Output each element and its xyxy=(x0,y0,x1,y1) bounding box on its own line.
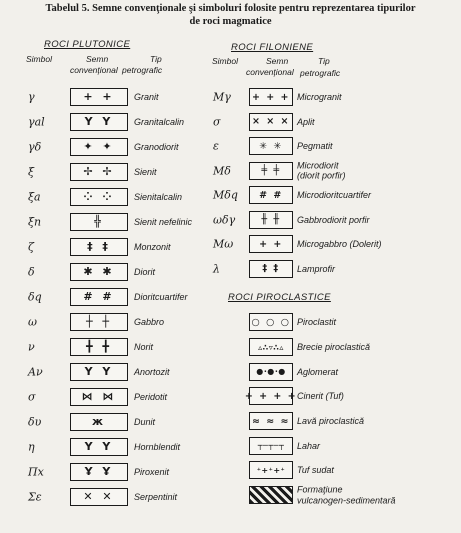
conventional-sign: ⋈ ⋈ xyxy=(70,388,128,406)
rock-name: Sienit xyxy=(134,166,157,177)
rock-name: Dioritcuartifer xyxy=(134,291,188,302)
section-header-filoniene: ROCI FILONIENE xyxy=(231,42,314,53)
conventional-sign: + + + xyxy=(249,88,293,106)
conventional-sign: ╬ xyxy=(70,213,128,231)
rock-symbol: Mδ xyxy=(213,164,231,178)
conventional-sign: Ұ Ұ xyxy=(70,463,128,481)
table-title-line2: de roci magmatice xyxy=(189,16,272,27)
rock-name-note: vulcanogen-sedimentară xyxy=(297,495,396,506)
diagonal-hatching-pattern-icon xyxy=(249,486,293,504)
conventional-sign: ▵∴▿∴▵ xyxy=(249,338,293,356)
rock-name: Monzonit xyxy=(134,241,171,252)
column-header-type-2: petrografic xyxy=(300,68,341,78)
conventional-sign: ж xyxy=(70,413,128,431)
conventional-sign: ≈ ≈ ≈ xyxy=(249,412,293,430)
conventional-sign: ╪ ╪ xyxy=(249,162,293,180)
conventional-sign: ╫ ╫ xyxy=(249,211,293,229)
rock-symbol: ξa xyxy=(28,190,41,203)
rock-symbol: ξ xyxy=(28,165,35,178)
rock-symbol: ν xyxy=(28,340,35,353)
conventional-sign: × × × xyxy=(249,113,293,131)
section-header-plutonice: ROCI PLUTONICE xyxy=(44,39,131,50)
rock-name: Diorit xyxy=(134,266,156,277)
rock-symbol: ξn xyxy=(28,215,42,228)
conventional-sign: Y Y xyxy=(70,363,128,381)
rock-name: Anortozit xyxy=(134,366,170,377)
rock-symbol: γδ xyxy=(28,140,42,153)
filoniene-rows xyxy=(0,85,461,281)
rock-symbol: δυ xyxy=(28,415,42,428)
rock-name: Microdioritcuartifer xyxy=(297,190,372,200)
rock-name: Tuf sudat xyxy=(297,465,334,476)
column-header-sign-2: convenţional xyxy=(246,67,294,77)
rock-symbol: ε xyxy=(213,139,219,153)
rock-symbol: δq xyxy=(28,290,42,303)
rock-symbol: σ xyxy=(213,115,221,129)
rock-name: Piroclastit xyxy=(297,317,337,328)
rock-symbol: σ xyxy=(28,390,36,403)
rock-name-note: (diorit porfir) xyxy=(297,170,346,181)
rock-name: Gabbrodiorit porfir xyxy=(297,214,370,225)
conventional-sign: ✳ ✳ xyxy=(249,137,293,155)
rock-name: Gabbro xyxy=(134,316,165,327)
rock-name: Lamprofir xyxy=(297,263,336,274)
rock-name: Piroxenit xyxy=(134,466,170,477)
table-row xyxy=(0,409,461,434)
rock-name: Granitalcalin xyxy=(134,116,185,127)
table-row xyxy=(0,483,461,508)
table-row xyxy=(0,458,461,483)
column-header-type-2: petrografic xyxy=(122,65,163,75)
table-row xyxy=(0,85,461,110)
conventional-sign: # # xyxy=(249,186,293,204)
conventional-sign: ⁘ ⁘ xyxy=(70,188,128,206)
conventional-sign: Y Y xyxy=(70,113,128,131)
rock-symbol: Aν xyxy=(28,365,43,378)
conventional-sign: ●∙●∙● xyxy=(249,363,293,381)
rock-name: Brecie piroclastică xyxy=(297,341,371,352)
rock-name: Microdiorit xyxy=(297,160,339,171)
table-row xyxy=(0,183,461,208)
conventional-sign: + + xyxy=(70,88,128,106)
table-row xyxy=(0,335,461,360)
conventional-sign: # # xyxy=(70,288,128,306)
rock-name: Peridotit xyxy=(134,391,168,402)
rock-name: Microgranit xyxy=(297,92,342,102)
rock-name: Granit xyxy=(134,91,159,102)
conventional-sign: ┬─┬─┬ xyxy=(249,437,293,455)
conventional-sign: + + + + xyxy=(249,387,293,405)
rock-symbol: δ xyxy=(28,265,35,278)
table-title-line1: Tabelul 5. Semne convenţionale şi simboluri folosite pentru reprezentarea tipurilor xyxy=(45,3,416,14)
piroclastice-rows xyxy=(0,310,461,508)
rock-name: Hornblendit xyxy=(134,441,181,452)
rock-name: Pegmatit xyxy=(297,141,333,151)
rock-name: Lavă piroclastică xyxy=(297,415,365,426)
conventional-sign: ✱ ✱ xyxy=(70,263,128,281)
rock-name: Sienitalcalin xyxy=(134,191,183,202)
rock-name: Microgabbro (Dolerit) xyxy=(297,239,382,249)
column-header-symbol: Simbol xyxy=(212,56,238,66)
rock-name: Lahar xyxy=(297,440,321,451)
section-header-piroclastice: ROCI PIROCLASTICE xyxy=(228,292,331,303)
column-header-sign-2: convenţional xyxy=(70,65,118,75)
rock-symbol: ωδγ xyxy=(213,213,236,227)
column-header-sign: Semn xyxy=(266,56,289,66)
rock-symbol: γal xyxy=(28,115,45,128)
rock-name: Granodiorit xyxy=(134,141,179,152)
conventional-sign: ○ ○ ○ xyxy=(249,313,293,331)
conventional-sign: ┼ ┼ xyxy=(70,313,128,331)
conventional-sign: ‡ ‡ xyxy=(249,260,293,278)
rock-symbol: ω xyxy=(28,315,37,328)
column-header-type: Tip xyxy=(318,56,330,66)
table-row xyxy=(0,359,461,384)
table-row xyxy=(0,433,461,458)
table-row xyxy=(0,232,461,257)
conventional-sign: ⁺+⁺+⁺ xyxy=(249,461,293,479)
rock-name: Norit xyxy=(134,341,154,352)
rock-name: Aplit xyxy=(297,116,315,127)
conventional-sign: ╋ ╋ xyxy=(70,338,128,356)
rock-symbol: λ xyxy=(213,262,220,276)
rock-symbol: Πx xyxy=(28,465,44,478)
rock-symbol: Mω xyxy=(213,237,234,251)
conventional-sign: ‡ ‡ xyxy=(70,238,128,256)
rock-symbol: η xyxy=(28,440,35,453)
rock-name-two-lines xyxy=(297,160,346,181)
rock-name: Serpentinit xyxy=(134,491,178,502)
table-row xyxy=(0,110,461,135)
table-row xyxy=(0,208,461,233)
table-row xyxy=(0,257,461,282)
table-row xyxy=(0,134,461,159)
conventional-sign: ✢ ✢ xyxy=(70,163,128,181)
rock-name: Sienit nefelinic xyxy=(134,216,193,227)
column-header-type: Tip xyxy=(150,54,162,64)
rock-symbol: Σε xyxy=(28,490,42,503)
rock-name: Cinerit (Tuf) xyxy=(297,391,344,402)
rock-name: Aglomerat xyxy=(297,366,339,377)
rock-name: Dunit xyxy=(134,416,156,427)
table-row xyxy=(0,310,461,335)
conventional-sign: Y Y xyxy=(70,438,128,456)
rock-symbol: Mδq xyxy=(213,188,238,202)
column-header-symbol: Simbol xyxy=(26,54,52,64)
conventional-sign: + + xyxy=(249,235,293,253)
conventional-sign: ✕ ✕ xyxy=(70,488,128,506)
table-row xyxy=(0,159,461,184)
column-header-sign: Semn xyxy=(86,54,109,64)
conventional-sign: ✦ ✦ xyxy=(70,138,128,156)
rock-name: Formaţiune xyxy=(297,484,343,495)
rock-name-two-lines xyxy=(297,485,396,506)
table-row xyxy=(0,384,461,409)
rock-symbol: γ xyxy=(28,90,35,103)
rock-symbol: Mγ xyxy=(213,90,231,104)
rock-symbol: ζ xyxy=(28,240,34,253)
